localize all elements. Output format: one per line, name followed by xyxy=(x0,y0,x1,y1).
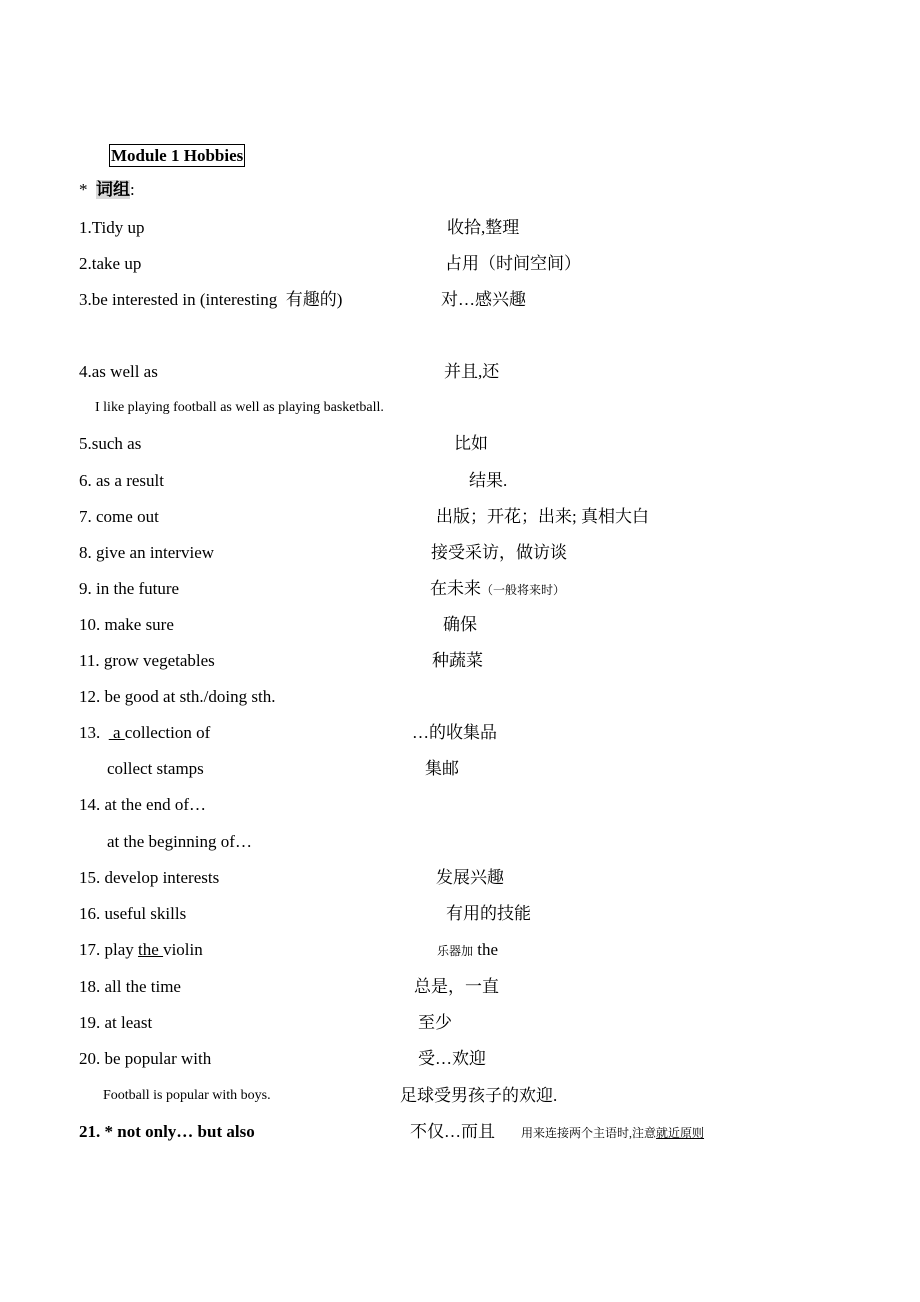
phrase-cn: 确保 xyxy=(443,615,477,634)
sub-phrase-en: at the beginning of… xyxy=(107,832,252,851)
phrase-en: 19. at least xyxy=(79,1013,153,1032)
phrase-en: 21. * not only… but also xyxy=(79,1122,255,1141)
phrase-en: 11. grow vegetables xyxy=(79,651,215,670)
grammar-note: 乐器加 xyxy=(437,944,474,958)
phrase-en: 18. all the time xyxy=(79,977,181,996)
phrase-text: collection of xyxy=(124,723,211,742)
example-sentence: I like playing football as well as playing basketball. xyxy=(95,400,384,415)
phrase-text: violin xyxy=(163,940,203,959)
phrase-en: 5.such as xyxy=(79,434,142,453)
phrase-cn: 收拾,整理 xyxy=(447,218,520,237)
grammar-note: （一般将来时） xyxy=(481,583,566,597)
phrase-number: 13. xyxy=(79,723,109,742)
note-text: 用来连接两个主语时,注意 xyxy=(521,1126,657,1140)
phrase-cn: 发展兴趣 xyxy=(436,868,504,887)
phrase-cn: 种蔬菜 xyxy=(432,651,483,670)
phrase-cn-text: the xyxy=(473,940,499,959)
phrase-cn: 对…感兴趣 xyxy=(441,290,526,309)
phrase-cn: 至少 xyxy=(418,1013,452,1032)
section-label: 词组 xyxy=(96,180,130,199)
phrase-en: 16. useful skills xyxy=(79,904,187,923)
phrase-cn: 有用的技能 xyxy=(446,904,531,923)
phrase-en: 4.as well as xyxy=(79,362,158,381)
grammar-note xyxy=(521,1123,704,1143)
phrase-cn-text: 在未来 xyxy=(430,579,481,598)
example-translation: 足球受男孩子的欢迎. xyxy=(400,1086,558,1105)
phrase-cn: 并且,还 xyxy=(444,362,500,381)
phrase-cn xyxy=(430,579,565,600)
star-mark: * xyxy=(79,180,88,199)
phrase-cn: 占用（时间空间） xyxy=(445,254,581,273)
module-title: Module 1 Hobbies xyxy=(111,146,244,165)
phrase-cn: 接受采访，做访谈 xyxy=(431,543,567,562)
section-heading xyxy=(79,180,135,200)
example-sentence: Football is popular with boys. xyxy=(103,1088,271,1103)
phrase-cn: 出版；开花；出来; 真相大白 xyxy=(436,507,649,526)
phrase-text: 17. play xyxy=(79,940,139,959)
phrase-en: 14. at the end of… xyxy=(79,795,206,814)
phrase-en: 2.take up xyxy=(79,254,142,273)
colon: : xyxy=(130,180,135,199)
sub-phrase-cn: 集邮 xyxy=(425,759,459,778)
phrase-cn: …的收集品 xyxy=(412,723,497,742)
phrase-en: 10. make sure xyxy=(79,615,174,634)
phrase-en: 9. in the future xyxy=(79,579,180,598)
phrase-en: 6. as a result xyxy=(79,471,164,490)
underlined-article: the xyxy=(138,940,164,959)
phrase-en: 15. develop interests xyxy=(79,868,220,887)
phrase-cn: 结果. xyxy=(469,471,508,490)
phrase-cn: 不仅…而且 xyxy=(410,1122,495,1141)
phrase-en xyxy=(79,723,210,743)
phrase-cn xyxy=(437,940,498,961)
underlined-rule: 就近原则 xyxy=(656,1126,705,1140)
phrase-en: 8. give an interview xyxy=(79,543,215,562)
phrase-cn: 总是，一直 xyxy=(414,977,499,996)
phrase-en: 20. be popular with xyxy=(79,1049,212,1068)
phrase-en: 7. come out xyxy=(79,507,159,526)
phrase-cn: 受…欢迎 xyxy=(418,1049,486,1068)
underlined-article: a xyxy=(108,723,125,742)
phrase-cn: 比如 xyxy=(454,434,488,453)
phrase-en: 12. be good at sth./doing sth. xyxy=(79,687,276,706)
phrase-en xyxy=(79,940,203,960)
sub-phrase-en: collect stamps xyxy=(107,759,204,778)
phrase-en: 3.be interested in (interesting 有趣的) xyxy=(79,290,343,309)
phrase-en: 1.Tidy up xyxy=(79,218,145,237)
